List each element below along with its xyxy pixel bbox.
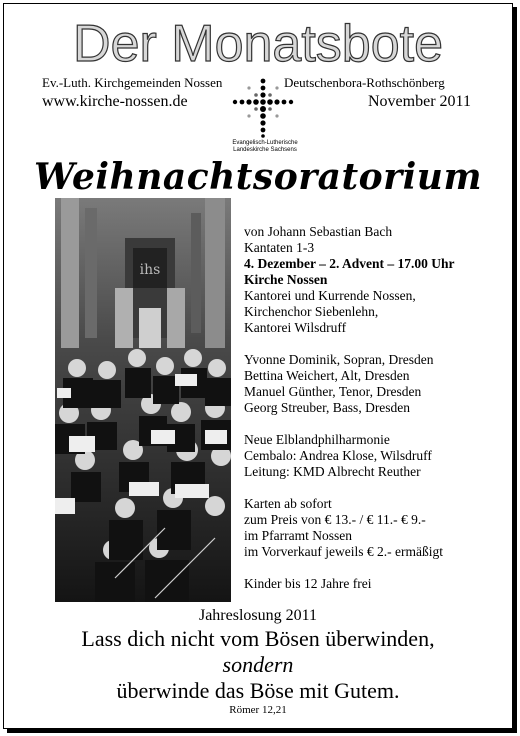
tickets-line-1: Karten ab sofort	[244, 496, 332, 511]
newsletter-page	[3, 3, 513, 729]
harpsichord-line: Cembalo: Andrea Klose, Wilsdruff	[244, 448, 432, 463]
composer-line: von Johann Sebastian Bach	[244, 224, 393, 239]
website-link[interactable]: www.kirche-nossen.de	[42, 93, 188, 110]
children-free-line: Kinder bis 12 Jahre frei	[244, 576, 372, 591]
choirs-line-2: Kirchenchor Siebenlehn,	[244, 304, 379, 319]
annual-motto-line-1: Lass dich nicht vom Bösen überwinden,	[81, 626, 435, 651]
parish-name: Ev.-Luth. Kirchgemeinden Nossen	[42, 75, 223, 90]
annual-motto-heading: Jahreslosung 2011	[198, 607, 318, 624]
event-venue-line: Kirche Nossen	[244, 272, 328, 287]
bible-reference: Römer 12,21	[229, 704, 287, 716]
orchestra-line: Neue Elblandphilharmonie	[244, 432, 390, 447]
soloist-soprano: Yvonne Dominik, Sopran, Dresden	[244, 352, 434, 367]
masthead-title: Der Monatsbote	[73, 15, 443, 73]
event-date-line: 4. Dezember – 2. Advent – 17.00 Uhr	[244, 256, 455, 271]
event-details	[244, 224, 506, 592]
soloist-alto: Bettina Weichert, Alt, Dresden	[244, 368, 410, 383]
tickets-line-3: im Pfarramt Nossen	[244, 528, 352, 543]
logo-text-line1: Evangelisch-Lutherische	[232, 140, 298, 146]
logo-text-line2: Landeskirche Sachsens	[233, 147, 297, 153]
tickets-line-4: im Vorverkauf jeweils € 2.- ermäßigt	[244, 544, 443, 559]
tickets-line-2: zum Preis von € 13.- / € 11.- € 9.-	[244, 512, 426, 527]
soloist-tenor: Manuel Günther, Tenor, Dresden	[244, 384, 422, 399]
issue-date: November 2011	[368, 93, 471, 110]
soloist-bass: Georg Streuber, Bass, Dresden	[244, 400, 411, 415]
event-title: Weihnachtsoratorium	[33, 156, 483, 198]
svg-text:ihs: ihs	[139, 262, 161, 278]
annual-motto-line-3: überwinde das Böse mit Gutem.	[116, 678, 400, 703]
parish-places: Deutschenbora-Rothschönberg	[284, 75, 445, 90]
annual-motto-line-2: sondern	[222, 652, 294, 677]
choirs-line-1: Kantorei und Kurrende Nossen,	[244, 288, 416, 303]
choir-and-orchestra-photo	[55, 198, 231, 602]
cross-of-dots-icon	[232, 78, 294, 138]
choirs-line-3: Kantorei Wilsdruff	[244, 320, 347, 335]
conductor-line: Leitung: KMD Albrecht Reuther	[244, 464, 421, 479]
cantatas-line: Kantaten 1-3	[244, 240, 315, 255]
